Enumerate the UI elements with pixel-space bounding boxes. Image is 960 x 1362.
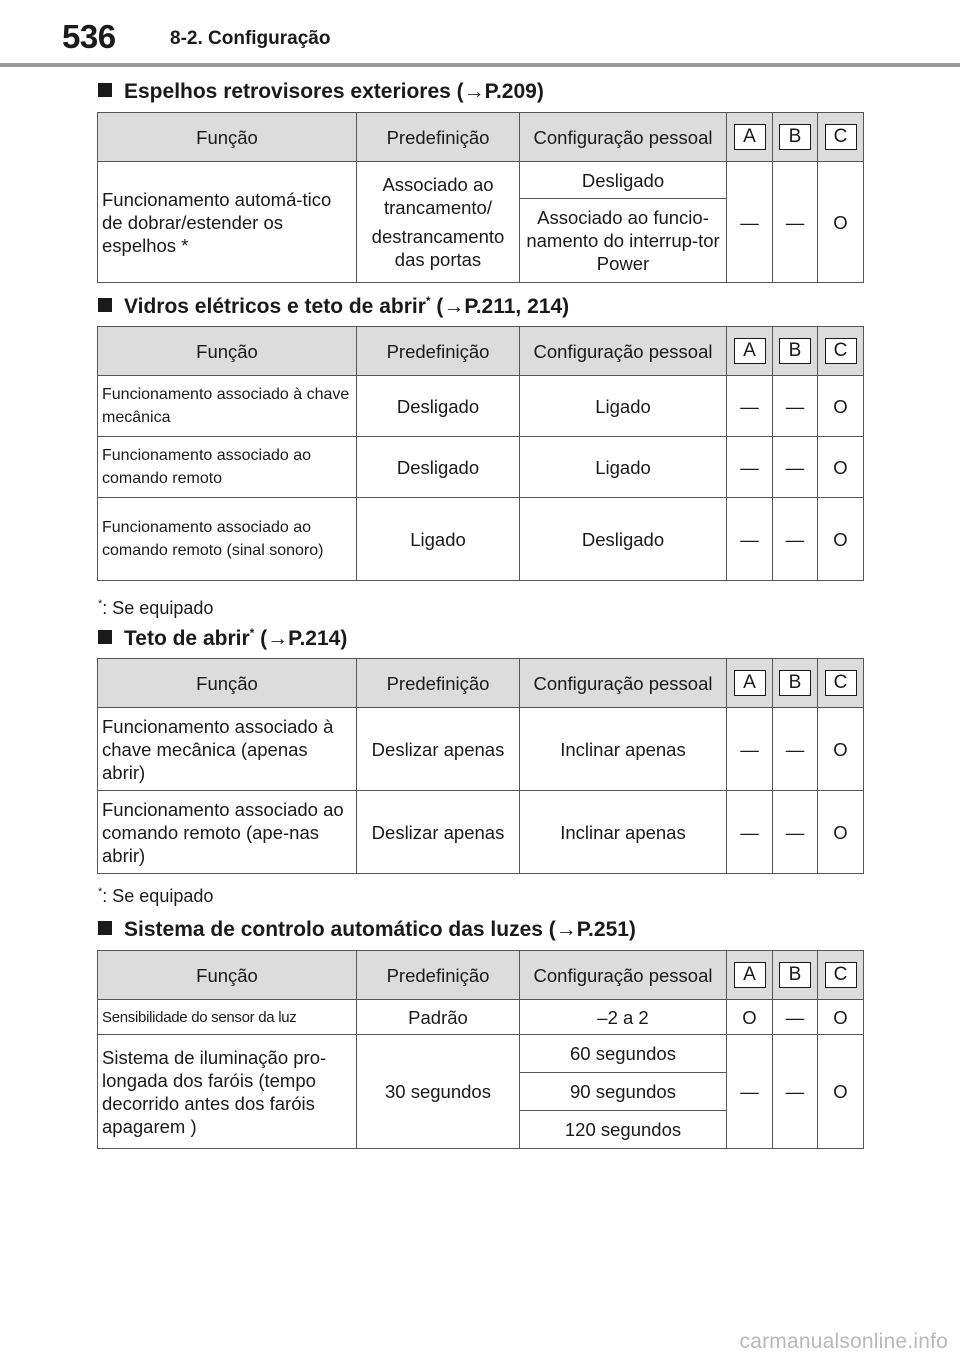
badge-b: B — [779, 338, 811, 364]
configuracao-cell: Inclinar apenas — [520, 791, 727, 874]
table-header-row — [98, 327, 864, 376]
badge-a: A — [734, 124, 766, 150]
table-row — [98, 162, 864, 199]
badge-b: B — [779, 962, 811, 988]
section-heading-windows: Vidros elétricos e teto de abrir* (→P.211, 214) — [98, 294, 569, 319]
funcao-cell: Funcionamento associado à chave mecânica — [98, 376, 357, 437]
col-predefinicao: Predefinição — [357, 327, 520, 376]
predefinicao-cell: Desligado — [357, 376, 520, 437]
badge-b: B — [779, 124, 811, 150]
funcao-cell: Sensibilidade do sensor da luz — [98, 1000, 357, 1035]
value-a: — — [727, 498, 773, 581]
config-option-cell: Desligado — [520, 162, 727, 199]
col-predefinicao: Predefinição — [357, 113, 520, 162]
config-option-cell: 120 segundos — [520, 1111, 727, 1149]
footnote: *: Se equipado — [98, 886, 214, 906]
table-header-row — [98, 113, 864, 162]
predefinicao-cell: Padrão — [357, 1000, 520, 1035]
footnote: *: Se equipado — [98, 598, 214, 618]
table-row — [98, 498, 864, 581]
predefinicao-cell: Desligado — [357, 437, 520, 498]
funcao-cell: Sistema de iluminação pro-longada dos faróis (tempo decorrido antes dos faróis apagarem ) — [98, 1035, 357, 1149]
value-c: O — [818, 708, 864, 791]
badge-a: A — [734, 338, 766, 364]
value-b: — — [773, 708, 818, 791]
predefinicao-cell: Ligado — [357, 498, 520, 581]
value-a: — — [727, 437, 773, 498]
config-option-cell: 90 segundos — [520, 1073, 727, 1111]
square-bullet-icon — [98, 83, 112, 97]
value-b: — — [773, 162, 818, 283]
badge-c: C — [825, 124, 857, 150]
value-b: — — [773, 1000, 818, 1035]
predefinicao-cell: Deslizar apenas — [357, 791, 520, 874]
value-a: — — [727, 376, 773, 437]
configuracao-cell: –2 a 2 — [520, 1000, 727, 1035]
lights-table — [97, 950, 864, 1149]
config-option-cell: 60 segundos — [520, 1035, 727, 1073]
value-c: O — [818, 791, 864, 874]
value-b: — — [773, 376, 818, 437]
table-row — [98, 376, 864, 437]
section-heading-lights: Sistema de controlo automático das luzes (→P.251) — [98, 918, 636, 942]
configuracao-cell: Desligado — [520, 498, 727, 581]
col-funcao: Função — [98, 327, 357, 376]
col-predefinicao: Predefinição — [357, 951, 520, 1000]
col-configuracao: Configuração pessoal — [520, 659, 727, 708]
value-a: — — [727, 1035, 773, 1149]
sunroof-table — [97, 658, 864, 874]
col-funcao: Função — [98, 659, 357, 708]
col-funcao: Função — [98, 113, 357, 162]
col-configuracao: Configuração pessoal — [520, 951, 727, 1000]
table-row — [98, 708, 864, 791]
value-c: O — [818, 1000, 864, 1035]
funcao-cell: Funcionamento associado ao comando remoto (ape-nas abrir) — [98, 791, 357, 874]
square-bullet-icon — [98, 630, 112, 644]
table-row — [98, 1035, 864, 1073]
value-b: — — [773, 791, 818, 874]
value-c: O — [818, 162, 864, 283]
badge-c: C — [825, 338, 857, 364]
table-row — [98, 437, 864, 498]
value-a: O — [727, 1000, 773, 1035]
predefinicao-cell: Deslizar apenas — [357, 708, 520, 791]
config-option-cell: Associado ao funcio-namento do interrup-tor Power — [520, 199, 727, 283]
table-row — [98, 791, 864, 874]
windows-table — [97, 326, 864, 581]
square-bullet-icon — [98, 298, 112, 312]
chapter-title: 8-2. Configuração — [170, 28, 331, 49]
section-heading-mirrors: Espelhos retrovisores exteriores (→P.209) — [98, 80, 544, 104]
value-c: O — [818, 376, 864, 437]
badge-a: A — [734, 670, 766, 696]
value-a: — — [727, 791, 773, 874]
badge-c: C — [825, 670, 857, 696]
configuracao-cell: Ligado — [520, 376, 727, 437]
funcao-cell: Funcionamento associado ao comando remoto (sinal sonoro) — [98, 498, 357, 581]
funcao-cell: Funcionamento associado à chave mecânica (apenas abrir) — [98, 708, 357, 791]
col-funcao: Função — [98, 951, 357, 1000]
badge-a: A — [734, 962, 766, 988]
badge-b: B — [779, 670, 811, 696]
watermark: carmanualsonline.info — [739, 1330, 948, 1353]
page-header — [0, 0, 960, 70]
col-configuracao: Configuração pessoal — [520, 327, 727, 376]
configuracao-cell: Ligado — [520, 437, 727, 498]
table-header-row — [98, 659, 864, 708]
value-b: — — [773, 437, 818, 498]
table-header-row — [98, 951, 864, 1000]
table-row — [98, 1000, 864, 1035]
value-b: — — [773, 1035, 818, 1149]
badge-c: C — [825, 962, 857, 988]
value-c: O — [818, 437, 864, 498]
funcao-cell: Funcionamento associado ao comando remoto — [98, 437, 357, 498]
header-divider — [0, 63, 960, 67]
funcao-cell: Funcionamento automá-tico de dobrar/estender os espelhos * — [98, 162, 357, 283]
predefinicao-cell: Associado ao trancamento/ destrancamento das portas — [357, 162, 520, 283]
mirrors-table — [97, 112, 864, 283]
col-configuracao: Configuração pessoal — [520, 113, 727, 162]
value-a: — — [727, 162, 773, 283]
configuracao-cell: Inclinar apenas — [520, 708, 727, 791]
value-b: — — [773, 498, 818, 581]
value-c: O — [818, 1035, 864, 1149]
section-heading-sunroof: Teto de abrir* (→P.214) — [98, 626, 347, 651]
col-predefinicao: Predefinição — [357, 659, 520, 708]
value-c: O — [818, 498, 864, 581]
value-a: — — [727, 708, 773, 791]
page-number: 536 — [62, 18, 116, 55]
square-bullet-icon — [98, 921, 112, 935]
predefinicao-cell: 30 segundos — [357, 1035, 520, 1149]
